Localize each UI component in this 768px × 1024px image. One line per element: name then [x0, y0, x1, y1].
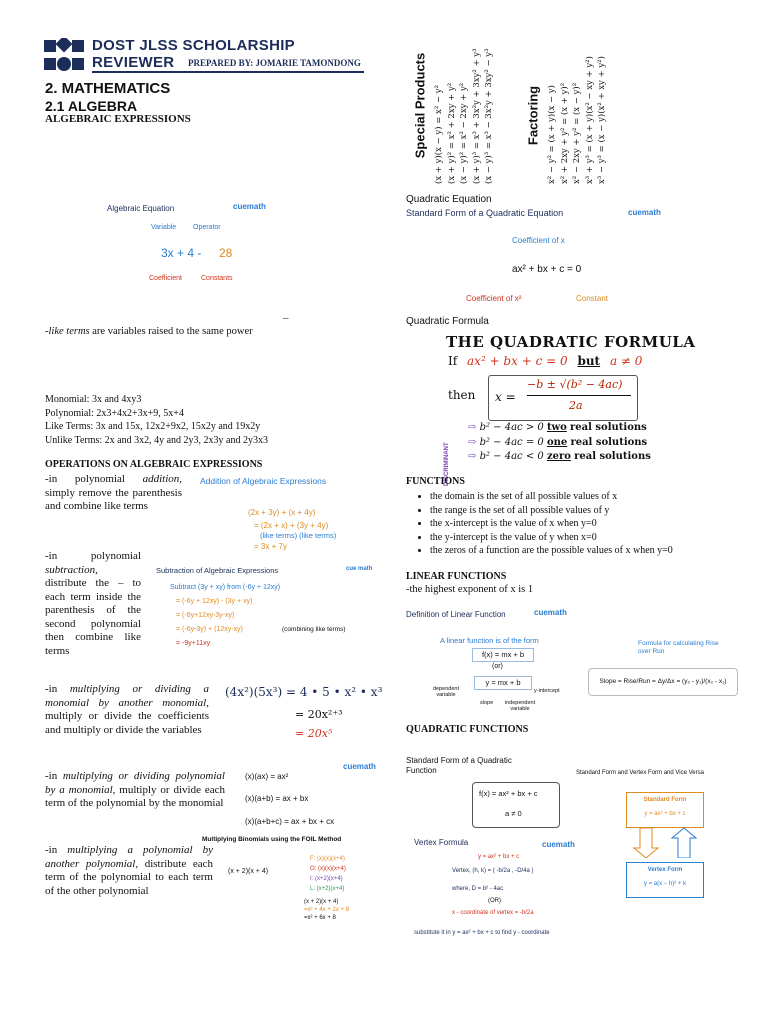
linear-fig-title: Definition of Linear Function	[406, 610, 506, 619]
quad-formula-box	[488, 375, 638, 421]
factoring-2: x² + 2xy + y² = (x + y)²	[559, 82, 570, 184]
header-title-line2: REVIEWER	[92, 54, 175, 71]
subtraction-line4-note: (combining like terms)	[282, 626, 346, 633]
foil-expression: (x + 2)(x + 4)	[228, 868, 269, 875]
cuemath-logo: cuemath	[542, 840, 575, 849]
scholarship-logo-icon	[44, 38, 84, 72]
header-rule	[92, 71, 364, 73]
linear-form-title: A linear function is of the form	[440, 636, 539, 645]
monomial-mult-figure	[225, 683, 385, 743]
quadratic-standard-eq: ax² + bx + c = 0	[512, 264, 582, 275]
vf-line6: substitute it in y = ax² + bx + c to find y - coordinate	[414, 930, 550, 936]
special-product-3: (x − y)² = x² − 2xy + y²	[459, 82, 469, 184]
vf-line1: y = ax² + bx + c	[478, 854, 520, 860]
foil-outer: O: (x)(x)(x+4)	[310, 866, 346, 872]
standard-form-box	[626, 792, 704, 828]
vertex-formula-title: Vertex Formula	[414, 838, 469, 847]
factoring-3: x² − 2xy + y² = (x − y)²	[572, 82, 582, 184]
foil-result-3: =x² + 6x + 8	[304, 915, 336, 921]
foil-result-1: (x + 2)(x + 4)	[304, 899, 339, 905]
foil-steps	[310, 854, 346, 894]
vertex-form-label: Vertex Form	[647, 867, 683, 873]
addition-line4: = 3x + 7y	[254, 542, 287, 551]
prepared-by: PREPARED BY: JOMARIE TAMONDONG	[188, 58, 361, 68]
def-monomial: Monomial: 3x and 4xy3	[45, 394, 142, 405]
functions-item-domain: • the domain is the set of all possible values of x	[430, 490, 768, 504]
special-products-list	[433, 38, 517, 184]
quad-std-form-cond: a ≠ 0	[505, 809, 522, 818]
vf-line4: (OR)	[488, 898, 501, 904]
subsection-title: 2.1 ALGEBRA	[45, 98, 138, 114]
foil-result-2: =x² + 4x + 2x + 8	[304, 907, 350, 913]
def-unlike-terms: Unlike Terms: 2x and 3x2, 4y and 2y3, 2x3y and 2y3x3	[45, 434, 268, 446]
def-polynomial: Polynomial: 2x3+4x2+3x+9, 5x+4	[45, 407, 184, 419]
label-coef-x2: Coefficient of x²	[466, 294, 522, 303]
vertex-form-box	[626, 862, 704, 898]
subtraction-text: -in polynomial subtraction, distribute the – to each term inside the parenthesis of the second polynomial then combine like terms	[45, 550, 141, 657]
special-product-1: (x + y)(x − y) = x² − y²	[434, 85, 444, 184]
monomial-line2: = 20x²⁺³	[295, 708, 343, 721]
addition-line1: (2x + 3y) + (x + 4y)	[248, 508, 316, 517]
label-constants: Constants	[201, 275, 233, 282]
linear-function-figure	[406, 604, 736, 714]
label-coef-x: Coefficient of x	[512, 236, 565, 245]
vertex-form-eq: y = a(x − h)² + k	[643, 881, 687, 887]
quad-eq-fig-title: Standard Form of a Quadratic Equation	[406, 208, 564, 218]
functions-item-y-intercept: • the y-intercept is the value of y when x=0	[430, 531, 768, 545]
special-product-4: (x + y)³ = x³ + 3x²y + 3xy² + y³	[471, 48, 482, 184]
functions-heading: FUNCTIONS	[406, 476, 465, 487]
subtraction-fig-title: Subtraction of Algebraic Expressions	[156, 566, 279, 575]
foil-last: L: (x+2)(x+4)	[310, 886, 345, 892]
subtraction-line5: = -9y+11xy	[176, 640, 211, 647]
factoring-list	[546, 38, 630, 184]
quad-formula-condition: If ax² + bx + c = 0 but a ≠ 0	[448, 354, 643, 368]
label-variable: Variable	[151, 224, 177, 231]
poly-by-poly-text: -in multiplying a polynomial by another polynomial, distribute each term of the polynomial to each term of the other polynomial	[45, 844, 213, 897]
functions-item-x-intercept: • the x-intercept is the value of x when y=0	[430, 517, 768, 531]
cuemath-logo: cuemath	[628, 208, 661, 217]
poly-mono-line2: (x)(a+b) = ax + bx	[245, 794, 309, 803]
like-terms-text: -like terms are variables raised to the same power	[45, 326, 253, 337]
factoring-5: x³ − y³ = (x − y)(x² + xy + y²)	[597, 56, 607, 184]
vf-line2: Vertex, (h, k) = ( -b/2a , -D/4a )	[452, 868, 534, 874]
cuemath-logo: cue math	[346, 566, 373, 572]
foil-figure	[200, 836, 380, 926]
functions-item-range: • the range is the set of all possible values of y	[430, 504, 768, 518]
label-operator: Operator	[193, 224, 221, 231]
topic-title: ALGEBRAIC EXPRESSIONS	[45, 113, 191, 125]
rise-run-title: Formula for calculating Rise over Run	[638, 640, 719, 655]
operations-heading: OPERATIONS ON ALGEBRAIC EXPRESSIONS	[45, 459, 263, 470]
monomial-line1: (4x²)(5x³) = 4 • 5 • x² • x³	[225, 685, 383, 699]
arrow-right-icon: ⇨	[468, 436, 477, 448]
foil-inner: I: (x+2)(x+4)	[310, 876, 343, 882]
linear-form-2: y = mx + b	[474, 676, 532, 690]
cuemath-logo: cuemath	[343, 762, 376, 771]
linear-functions-heading: LINEAR FUNCTIONS	[406, 571, 507, 582]
case-zero: ⇨ b² − 4ac = 0 one real solutions	[468, 436, 648, 448]
addition-fig-title: Addition of Algebraic Expressions	[200, 476, 327, 486]
cuemath-logo: cuemath	[233, 202, 266, 211]
formula-bar	[527, 395, 631, 396]
addition-line2: = (2x + x) + (3y + 4y)	[254, 521, 329, 530]
functions-item-zeros: • the zeros of a function are the possible values of x when y=0	[430, 544, 768, 558]
conversion-arrows-icon	[630, 828, 700, 858]
quadratic-functions-heading: QUADRATIC FUNCTIONS	[406, 724, 529, 735]
quad-std-form-title: Standard Form of a Quadratic Function	[406, 756, 512, 775]
cuemath-logo: cuemath	[534, 608, 567, 617]
special-product-5: (x − y)³ = x³ − 3x²y + 3xy² − y³	[484, 48, 494, 184]
label-slope: slope	[480, 700, 494, 706]
factoring-block	[518, 38, 628, 184]
formula-lhs: x =	[495, 390, 516, 404]
vf-line3: where, D = b² - 4ac	[452, 886, 504, 892]
quadratic-formula-heading: Quadratic Formula	[406, 316, 489, 327]
def-like-terms: Like Terms: 3x and 15x, 12x2+9x2, 15x2y and 19x2y	[45, 421, 261, 432]
arrow-right-icon: ⇨	[468, 422, 477, 433]
quad-std-form-eq: f(x) = ax² + bx + c	[479, 789, 538, 798]
expression-terms: 3x + 4 -	[161, 246, 202, 260]
slope-formula: Slope = Rise/Run = Δy/Δx = (y₂ - y₁)/(x₂ - x₁)	[588, 668, 738, 696]
label-coefficient: Coefficient	[149, 275, 182, 282]
label-constant: Constant	[576, 294, 609, 303]
quadratic-equation-heading: Quadratic Equation	[406, 194, 492, 205]
label-independent: independent variable	[504, 700, 536, 712]
quad-std-form-figure	[406, 756, 566, 826]
definitions-list	[45, 393, 268, 447]
special-product-2: (x + y)² = x² + 2xy + y²	[446, 82, 457, 184]
poly-by-mono-figure	[243, 762, 383, 832]
foil-result	[304, 898, 349, 922]
addition-figure	[198, 476, 378, 556]
factoring-label: Factoring	[525, 85, 541, 146]
case-negative: ⇨ b² − 4ac < 0 zero real solutions	[468, 451, 651, 462]
header-title-line1: DOST JLSS SCHOLARSHIP	[92, 37, 295, 54]
discriminant-cases	[468, 421, 651, 465]
expression-constant: 28	[219, 246, 233, 260]
subtraction-line3: = (-6y+12xy-3y-xy)	[176, 612, 235, 619]
poly-by-mono-text: -in multiplying or dividing polynomial by a monomial, multiply or divide each term of the polynomial by the monomial	[45, 770, 225, 809]
section-title: 2. MATHEMATICS	[45, 80, 171, 97]
label-y-intercept: y-intercept	[534, 688, 560, 694]
subtraction-line4: = (-6y-3y) + (12xy-xy)	[176, 626, 243, 633]
foil-fig-title: Multiplying Binomials using the FOIL Method	[202, 836, 342, 843]
linear-form-1: f(x) = mx + b	[472, 648, 534, 662]
linear-or: (or)	[492, 663, 503, 670]
quad-formula-then: then	[448, 388, 476, 402]
vertex-formula-figure	[412, 834, 612, 944]
subtraction-figure	[156, 566, 376, 686]
formula-numerator: −b ± √(b² − 4ac)	[527, 378, 623, 391]
linear-functions-sub: -the highest exponent of x is 1	[406, 584, 534, 595]
poly-mono-line3: (x)(a+b+c) = ax + bx + cx	[245, 817, 335, 826]
factoring-4: x³ + y³ = (x + y)(x² − xy + y²)	[584, 56, 595, 184]
poly-mono-line1: (x)(ax) = ax²	[245, 772, 289, 781]
algebraic-equation-figure	[105, 200, 285, 290]
fig-title: Algebraic Equation	[107, 204, 175, 213]
monomial-mult-text: -in multiplying or dividing a monomial by another monomial, multiply or divide the coefficients and multiply or divide the variables	[45, 683, 209, 736]
special-products-block	[405, 38, 515, 184]
std-vertex-title: Standard Form and Vertex Form and Vice Versa	[576, 770, 704, 776]
quad-formula-banner: THE QUADRATIC FORMULA	[446, 333, 696, 351]
standard-form-label: Standard Form	[643, 797, 687, 803]
addition-line3: (like terms) (like terms)	[260, 531, 337, 540]
formula-denominator: 2a	[569, 399, 583, 412]
foil-first: F: (x)(x)(x+4)	[310, 856, 345, 862]
addition-text: -in polynomial addition, simply remove the parenthesis and combine like terms	[45, 473, 182, 512]
label-dependent: dependent variable	[433, 686, 459, 698]
standard-form-eq: y = ax² + bx + c	[644, 811, 686, 817]
functions-list	[390, 490, 768, 558]
arrow-right-icon: ⇨	[468, 451, 477, 462]
dash-mark: –	[283, 312, 289, 324]
subtraction-line2: = (-6y + 12xy) - (3y + xy)	[176, 598, 253, 605]
subtraction-line1: Subtract (3y + xy) from (-6y + 12xy)	[170, 584, 281, 591]
vf-line5: x - coordinate of vertex = -b/2a	[452, 910, 534, 916]
monomial-line3: = 20x⁵	[295, 727, 333, 740]
quad-std-form-box	[472, 782, 560, 828]
factoring-1: x² − y² = (x + y)(x − y)	[547, 85, 557, 184]
special-products-label: Special Products	[412, 52, 428, 159]
case-positive: ⇨ b² − 4ac > 0 two real solutions	[468, 422, 647, 433]
